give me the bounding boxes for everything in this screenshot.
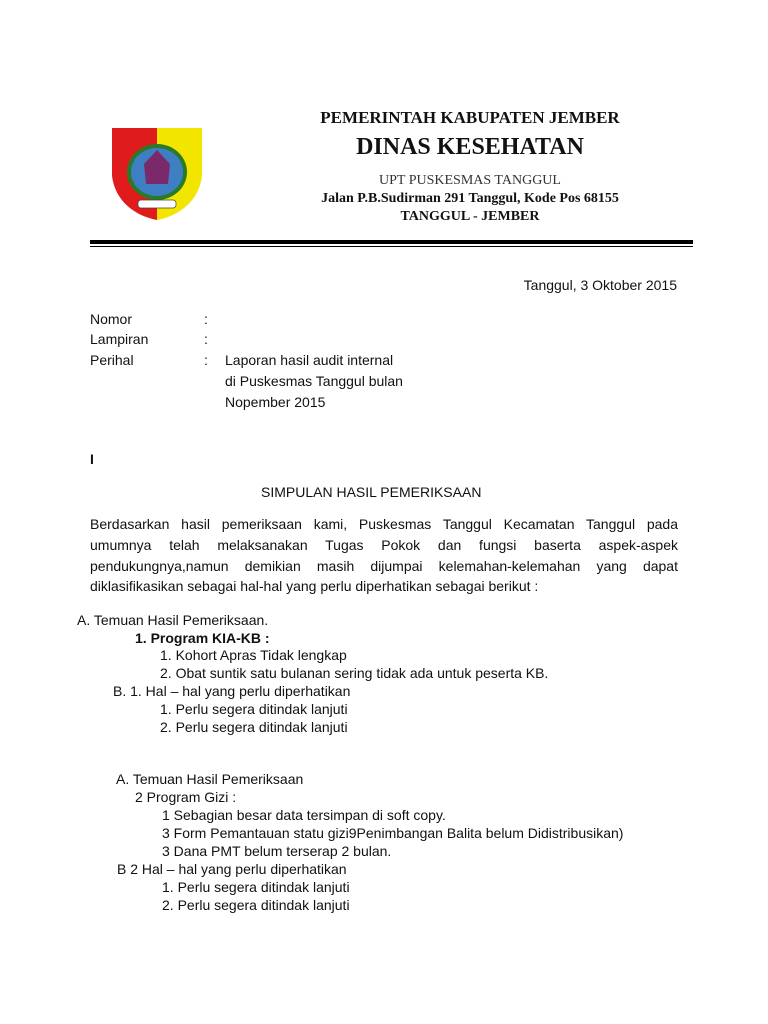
header-rule-thin — [90, 246, 693, 247]
list1-b-heading: B. 1. Hal – hal yang perlu diperhatikan — [113, 683, 351, 699]
perihal-value: Laporan hasil audit internal — [225, 352, 394, 368]
paragraph-line: diklasifikasikan sebagai hal-hal yang perlu diperhatikan sebagai berikut : — [90, 578, 539, 594]
letterhead-city: TANGGUL - JEMBER — [400, 209, 540, 224]
list2-program: 2 Program Gizi : — [135, 789, 237, 805]
paragraph-line: pendukungnya,namun demikian masih dijumpai kelemahan-kelemahan yang dapat — [90, 558, 678, 574]
list-item: 1. Perlu segera ditindak lanjuti — [160, 701, 348, 717]
meta-label-lampiran: Lampiran — [90, 331, 149, 347]
list-item: 3 Form Pemantauan statu gizi9Penimbangan Balita belum Didistribusikan) — [162, 825, 624, 841]
letterhead-unit: UPT PUSKESMAS TANGGUL — [379, 173, 561, 188]
list-item: 3 Dana PMT belum terserap 2 bulan. — [162, 843, 392, 859]
perihal-value-line: Nopember 2015 — [225, 394, 326, 410]
list1-heading: A. Temuan Hasil Pemeriksaan. — [77, 612, 269, 628]
meta-colon: : — [204, 311, 208, 327]
paragraph-line: umumnya telah melaksanakan Tugas Pokok dan fungsi baserta aspek-aspek — [90, 537, 678, 553]
list-item: 2. Perlu segera ditindak lanjuti — [160, 719, 348, 735]
perihal-value-line: di Puskesmas Tanggul bulan — [225, 373, 403, 389]
list-item: 1. Perlu segera ditindak lanjuti — [162, 879, 350, 895]
list-item: 2. Obat suntik satu bulanan sering tidak ada untuk peserta KB. — [160, 665, 549, 681]
list1-program: 1. Program KIA-KB : — [135, 630, 270, 646]
meta-label-nomor: Nomor — [90, 311, 133, 327]
section-number: I — [90, 451, 94, 467]
letter-date: Tanggul, 3 Oktober 2015 — [523, 277, 677, 293]
section-title: SIMPULAN HASIL PEMERIKSAAN — [261, 484, 482, 500]
meta-colon: : — [204, 352, 208, 368]
letterhead-department: DINAS KESEHATAN — [356, 134, 584, 160]
meta-colon: : — [204, 331, 208, 347]
list2-heading: A. Temuan Hasil Pemeriksaan — [116, 771, 304, 787]
list-item: 2. Perlu segera ditindak lanjuti — [162, 897, 350, 913]
jember-coat-of-arms-logo — [110, 126, 204, 222]
list-item: 1. Kohort Apras Tidak lengkap — [160, 647, 347, 663]
meta-label-perihal: Perihal — [90, 352, 134, 368]
letterhead-government: PEMERINTAH KABUPATEN JEMBER — [320, 108, 620, 127]
paragraph-line: Berdasarkan hasil pemeriksaan kami, Puskesmas Tanggul Kecamatan Tanggul pada — [90, 516, 678, 532]
list2-b-heading: B 2 Hal – hal yang perlu diperhatikan — [117, 861, 347, 877]
list-item: 1 Sebagian besar data tersimpan di soft copy. — [162, 807, 446, 823]
letterhead-address: Jalan P.B.Sudirman 291 Tanggul, Kode Pos 68155 — [321, 191, 619, 206]
header-rule-thick — [90, 240, 693, 244]
